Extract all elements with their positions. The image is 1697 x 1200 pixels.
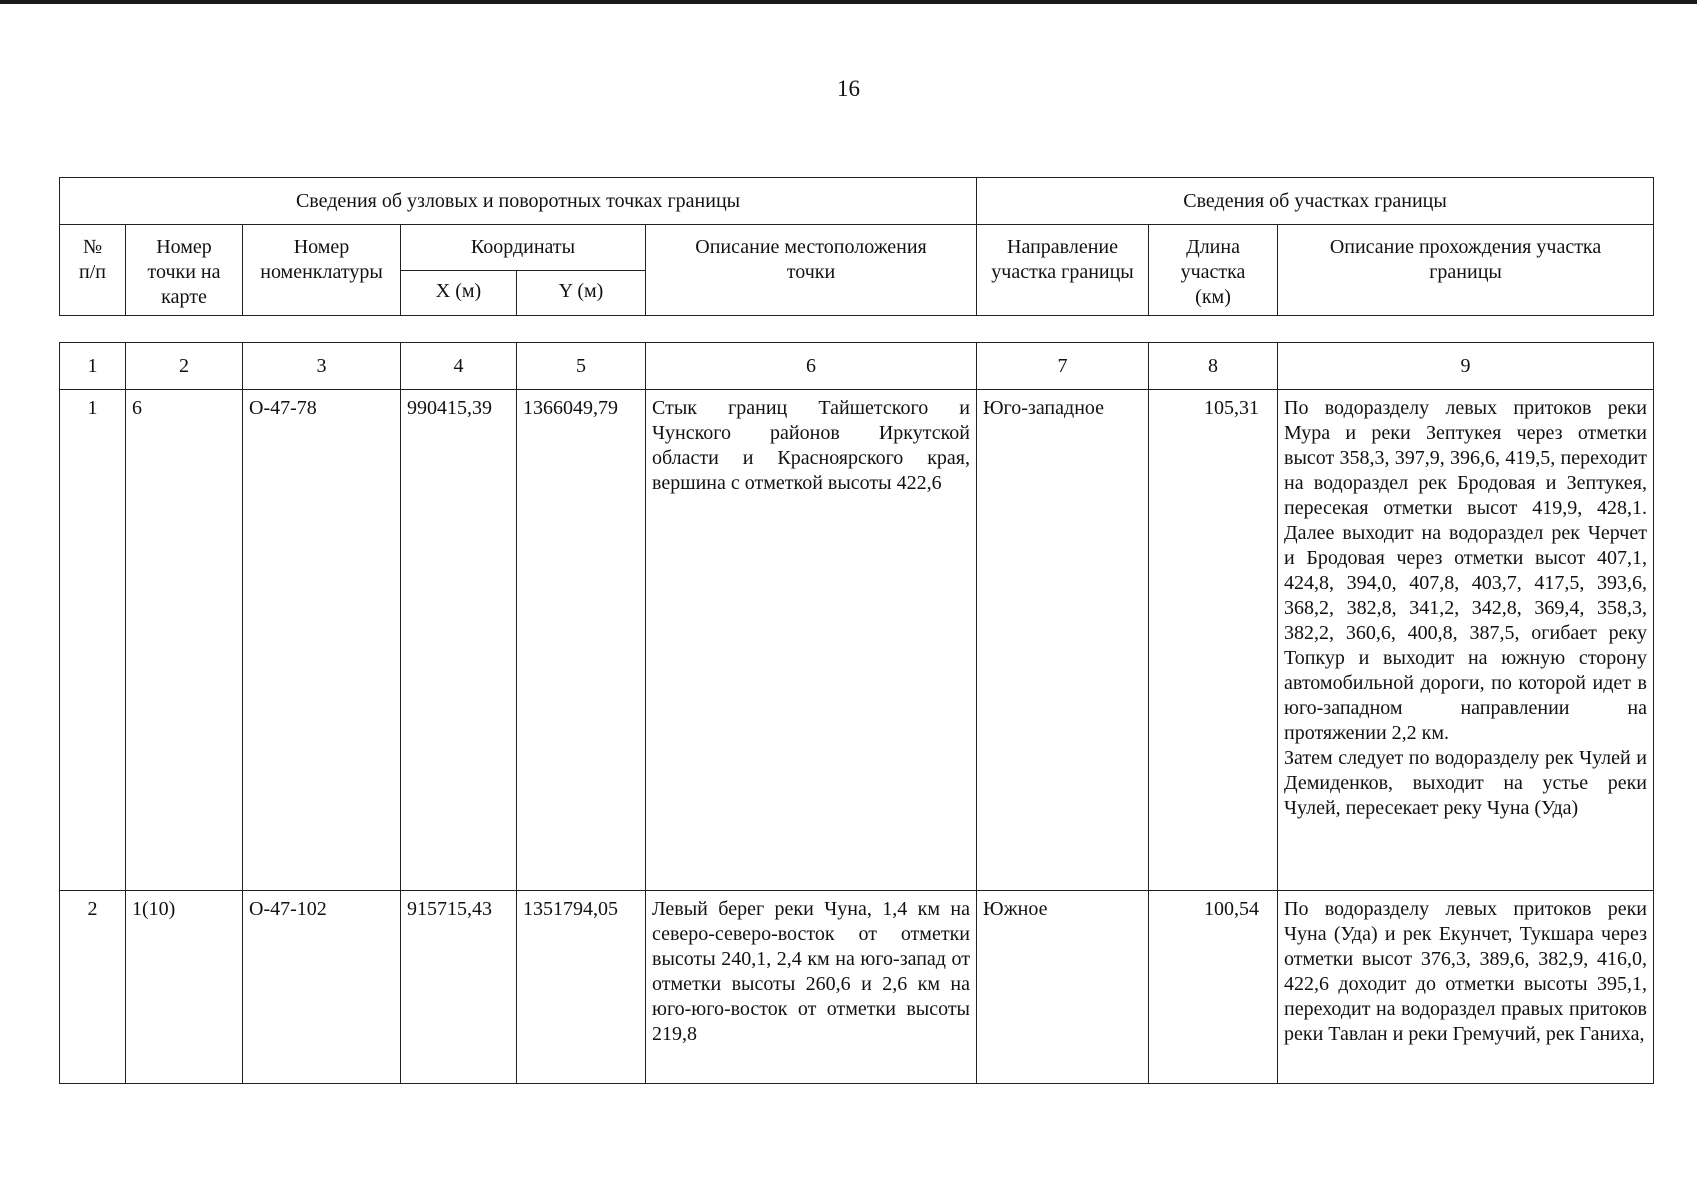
table-row bbox=[60, 891, 1654, 1084]
cell-direction: Южное bbox=[977, 891, 1149, 1084]
page-number: 16 bbox=[837, 76, 860, 101]
header-col-map-point: Номер точки на карте bbox=[126, 225, 243, 316]
cell-length: 105,31 bbox=[1149, 390, 1278, 891]
cell-point-desc: Стык границ Тайшетского и Чунского районов Иркутской области и Красноярского края, вершина с отметкой высоты 422,6 bbox=[646, 390, 977, 891]
column-number: 6 bbox=[646, 343, 977, 390]
column-number: 9 bbox=[1278, 343, 1654, 390]
column-number: 2 bbox=[126, 343, 243, 390]
cell-point-desc: Левый берег реки Чуна, 1,4 км на северо-северо-восток от отметки высоты 240,1, 2,4 км на юго-запад от отметки высоты 260,6 и 2,6 км на юго-юго-восток от отметки высоты 219,8 bbox=[646, 891, 977, 1084]
header-col-direction: Направление участка границы bbox=[977, 225, 1149, 316]
header-group-sections: Сведения об участках границы bbox=[977, 178, 1654, 225]
cell-nomenclature: О-47-102 bbox=[243, 891, 401, 1084]
cell-length: 100,54 bbox=[1149, 891, 1278, 1084]
cell-direction: Юго-западное bbox=[977, 390, 1149, 891]
cell-map-point: 1(10) bbox=[126, 891, 243, 1084]
column-number: 4 bbox=[401, 343, 517, 390]
cell-no: 1 bbox=[60, 390, 126, 891]
column-number: 1 bbox=[60, 343, 126, 390]
cell-y: 1351794,05 bbox=[517, 891, 646, 1084]
header-col-x: X (м) bbox=[401, 271, 517, 316]
cell-x: 915715,43 bbox=[401, 891, 517, 1084]
header-col-coordinates: Координаты bbox=[401, 225, 646, 271]
cell-no: 2 bbox=[60, 891, 126, 1084]
cell-y: 1366049,79 bbox=[517, 390, 646, 891]
header-group-points: Сведения об узловых и поворотных точках границы bbox=[60, 178, 977, 225]
column-number-row bbox=[60, 343, 1654, 390]
header-table bbox=[59, 177, 1654, 316]
column-number: 8 bbox=[1149, 343, 1278, 390]
header-col-section-desc: Описание прохождения участка границы bbox=[1278, 225, 1654, 316]
column-number: 7 bbox=[977, 343, 1149, 390]
table-row bbox=[60, 390, 1654, 891]
column-number: 3 bbox=[243, 343, 401, 390]
cell-section-desc: По водоразделу левых притоков реки Чуна (Уда) и рек Екунчет, Тукшара через отметки высот 376,3, 389,6, 382,9, 416,0, 422,6 доходит до отметки высоты 395,1, переходит на водораздел правых притоков реки Тавлан и реки Гремучий, рек Ганиха, bbox=[1278, 891, 1654, 1084]
column-number: 5 bbox=[517, 343, 646, 390]
cell-map-point: 6 bbox=[126, 390, 243, 891]
header-col-y: Y (м) bbox=[517, 271, 646, 316]
header-col-no: № п/п bbox=[60, 225, 126, 316]
header-col-point-desc: Описание местоположения точки bbox=[646, 225, 977, 316]
cell-nomenclature: О-47-78 bbox=[243, 390, 401, 891]
boundary-table bbox=[59, 342, 1654, 1084]
header-col-length: Длина участка (км) bbox=[1149, 225, 1278, 316]
cell-x: 990415,39 bbox=[401, 390, 517, 891]
scan-top-edge bbox=[0, 0, 1697, 4]
cell-section-desc: По водоразделу левых притоков реки Мура и реки Зептукея через отметки высот 358,3, 397,9, 396,6, 419,5, переходит на водораздел рек Бродовая и Зептукея, пересекая отметки высот 419,9, 428,1. Далее выходит на водораздел рек Черчет и Бродовая через отметки высот 407,1, 424,8, 394,0, 407,8, 403,7, 417,5, 393,6, 368,2, 382,8, 341,2, 342,8, 369,4, 358,3, 382,2, 360,6, 400,8, 387,5, огибает реку Топкур и выходит на южную сторону автомобильной дороги, по которой идет в юго-западном направлении на протяжении 2,2 км. Затем следует по водоразделу рек Чулей и Демиденков, выходит на устье реки Чулей, пересекает реку Чуна (Уда) bbox=[1278, 390, 1654, 891]
header-col-nomenclature: Номер номенклатуры bbox=[243, 225, 401, 316]
